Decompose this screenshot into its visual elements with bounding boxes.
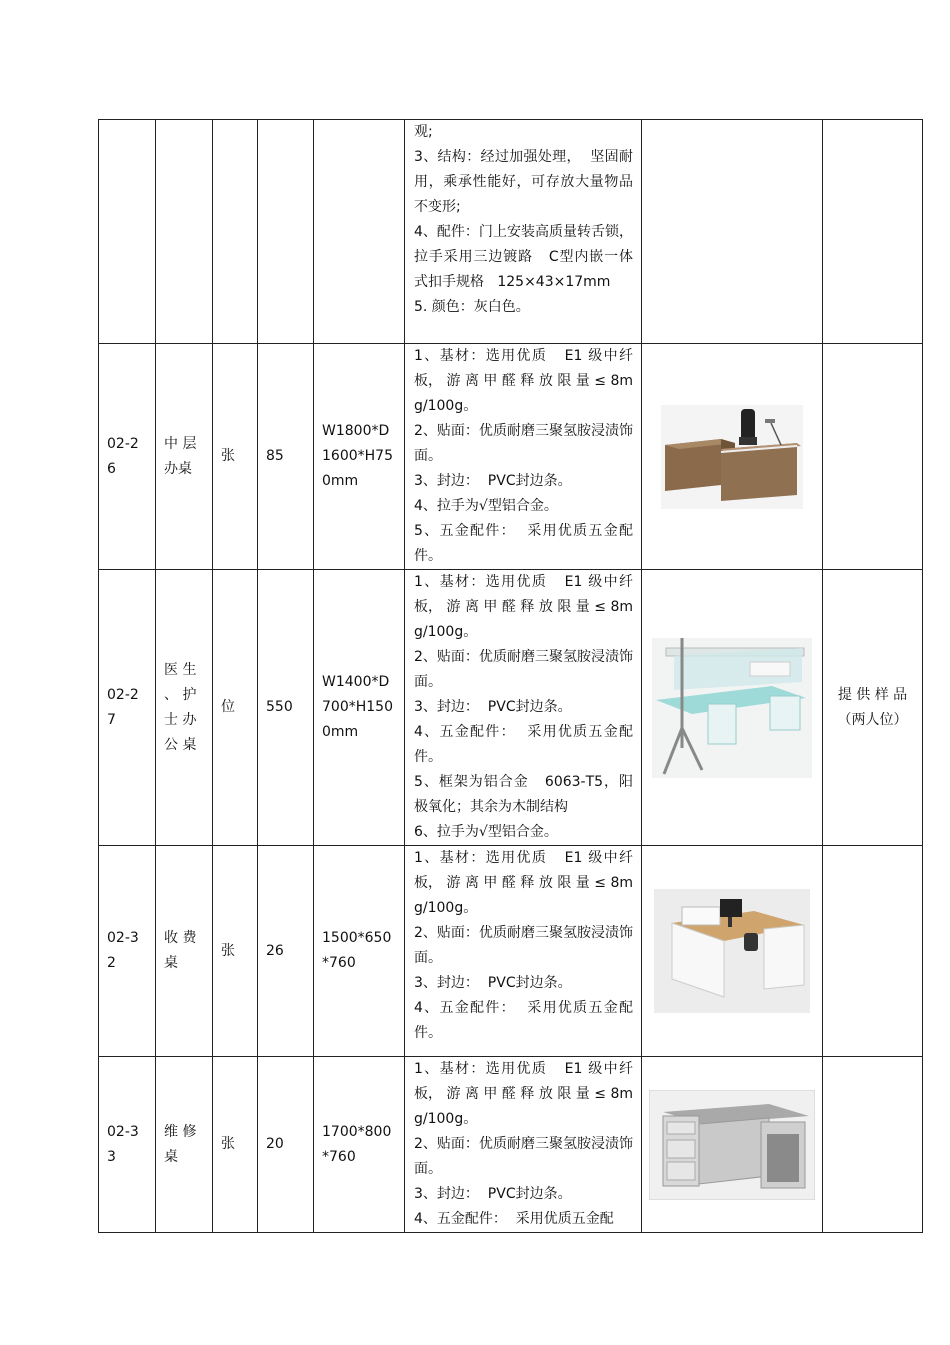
- table-row: [99, 120, 923, 344]
- item-name: 收 费 桌: [156, 846, 213, 1057]
- desc-line: 2、贴面：优质耐磨三聚氢胺浸渍饰面。: [414, 1136, 633, 1177]
- table-row: [99, 344, 923, 570]
- item-spec: 1500*650*760: [314, 846, 405, 1057]
- desc-line: 1、基材：选用优质 E1 级中纤板， 游 离 甲 醛 释 放 限 量 ≤ 8mg/100g。: [414, 574, 633, 640]
- desc-line: 3、封边： PVC封边条。: [414, 975, 572, 991]
- item-name: 维 修 桌: [156, 1057, 213, 1233]
- desc-line: 4、配件：门上安装高质量转舌锁，拉手采用三边镀路 C型内嵌一体式扣手规格 125×43×17mm: [414, 224, 633, 290]
- item-id: 02-33: [99, 1057, 156, 1233]
- repair-desk-image: [649, 1090, 815, 1200]
- desc-line: 3、封边： PVC封边条。: [414, 473, 572, 489]
- item-qty: 26: [258, 846, 314, 1057]
- item-qty: 85: [258, 344, 314, 570]
- item-description: [405, 344, 642, 570]
- item-image-cell: [642, 1057, 823, 1233]
- desc-line: 1、基材：选用优质 E1 级中纤板， 游 离 甲 醛 释 放 限 量 ≤ 8mg/100g。: [414, 850, 633, 916]
- item-qty: 550: [258, 570, 314, 846]
- desc-line: 4、五金配件： 采用优质五金配: [414, 1211, 614, 1227]
- item-note: [823, 846, 923, 1057]
- desc-line: 3、封边： PVC封边条。: [414, 699, 572, 715]
- item-name: 医 生 、 护 士 办 公 桌: [156, 570, 213, 846]
- item-note: [823, 120, 923, 344]
- item-unit: 张: [213, 846, 258, 1057]
- table-row: [99, 846, 923, 1057]
- item-description: [405, 120, 642, 344]
- desc-line: 2、贴面：优质耐磨三聚氢胺浸渍饰面。: [414, 925, 633, 966]
- item-qty: 20: [258, 1057, 314, 1233]
- item-id: 02-26: [99, 344, 156, 570]
- item-name: [156, 120, 213, 344]
- item-qty: [258, 120, 314, 344]
- item-spec: W1800*D1600*H750mm: [314, 344, 405, 570]
- item-id: 02-32: [99, 846, 156, 1057]
- cashier-desk-image: [654, 889, 810, 1013]
- desc-line: 2、贴面：优质耐磨三聚氢胺浸渍饰面。: [414, 423, 633, 464]
- item-unit: [213, 120, 258, 344]
- item-note: [823, 1057, 923, 1233]
- desc-line: 4、拉手为√型铝合金。: [414, 498, 558, 514]
- desc-line: 4、五金配件： 采用优质五金配件。: [414, 724, 633, 765]
- item-spec: [314, 120, 405, 344]
- desc-line: 3、结构：经过加强处理， 坚固耐用，乘承性能好，可存放大量物品不变形;: [414, 149, 633, 215]
- desc-line: 5、框架为铝合金 6063-T5，阳极氧化；其余为木制结构: [414, 774, 633, 815]
- desc-line: 3、封边： PVC封边条。: [414, 1186, 572, 1202]
- item-image-cell: [642, 120, 823, 344]
- desc-line: 观;: [414, 124, 433, 140]
- item-note: 提 供 样 品 （两人位）: [823, 570, 923, 846]
- medical-workstation-image: [652, 638, 812, 778]
- desc-line: 1、基材：选用优质 E1 级中纤板， 游 离 甲 醛 释 放 限 量 ≤ 8mg/100g。: [414, 348, 633, 414]
- item-unit: 位: [213, 570, 258, 846]
- item-description: [405, 1057, 642, 1233]
- desc-line: 2、贴面：优质耐磨三聚氢胺浸渍饰面。: [414, 649, 633, 690]
- item-image-cell: [642, 344, 823, 570]
- table-row: [99, 1057, 923, 1233]
- item-description: [405, 570, 642, 846]
- desc-line: 5. 颜色：灰白色。: [414, 299, 530, 315]
- executive-desk-image: [661, 405, 803, 509]
- desc-line: 4、五金配件： 采用优质五金配件。: [414, 1000, 633, 1041]
- item-spec: W1400*D700*H1500mm: [314, 570, 405, 846]
- item-id: 02-27: [99, 570, 156, 846]
- item-description: [405, 846, 642, 1057]
- furniture-spec-table: [98, 119, 923, 1233]
- desc-line: 5、五金配件： 采用优质五金配件。: [414, 523, 633, 564]
- item-unit: 张: [213, 344, 258, 570]
- desc-line: 6、拉手为√型铝合金。: [414, 824, 558, 840]
- item-id: [99, 120, 156, 344]
- table-row: [99, 570, 923, 846]
- item-note: [823, 344, 923, 570]
- item-image-cell: [642, 846, 823, 1057]
- item-name: 中 层 办桌: [156, 344, 213, 570]
- desc-line: 1、基材：选用优质 E1 级中纤板， 游 离 甲 醛 释 放 限 量 ≤ 8mg/100g。: [414, 1061, 633, 1127]
- item-spec: 1700*800*760: [314, 1057, 405, 1233]
- item-unit: 张: [213, 1057, 258, 1233]
- item-image-cell: [642, 570, 823, 846]
